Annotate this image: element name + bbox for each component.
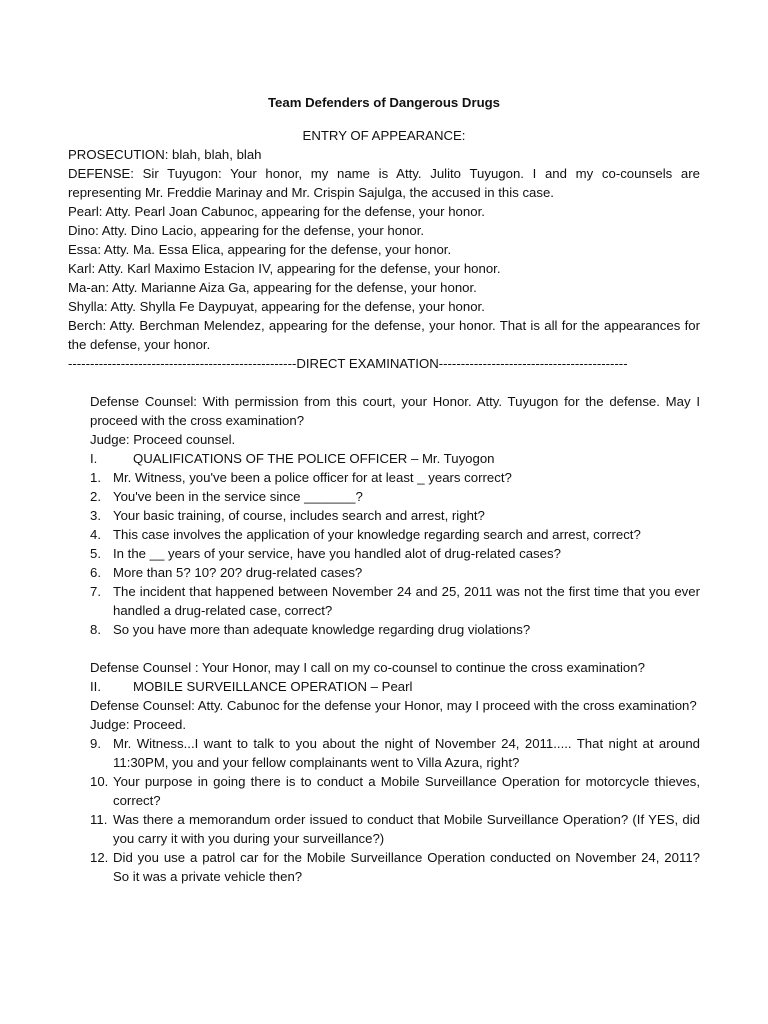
judge-statement: Judge: Proceed counsel. [90, 432, 236, 447]
question-list-2 [90, 734, 700, 886]
list-item: 5. In the __ years of your service, have you handled alot of drug-related cases? [90, 546, 561, 561]
counsel-statement: Defense Counsel : Your Honor, may I call on my co-counsel to continue the cross examination? [90, 660, 645, 675]
question-list-1 [90, 468, 700, 639]
list-item: 9. Mr. Witness...I want to talk to you about the night of November 24, 2011..... That night at around 11:30PM, you and your fellow complainants went to Villa Azura, right? [90, 736, 700, 770]
section-heading-2 [90, 677, 700, 696]
appearance-line: Karl: Atty. Karl Maximo Estacion IV, appearing for the defense, your honor. [68, 261, 501, 276]
appearance-line: Dino: Atty. Dino Lacio, appearing for the defense, your honor. [68, 223, 425, 238]
list-item: 7. The incident that happened between November 24 and 25, 2011 was not the first time that you ever handled a drug-related case, correct? [90, 584, 700, 618]
list-item: 6. More than 5? 10? 20? drug-related cases? [90, 565, 363, 580]
section-title: MOBILE SURVEILLANCE OPERATION – Pearl [133, 679, 413, 694]
document-title: Team Defenders of Dangerous Drugs [267, 95, 501, 110]
appearance-line: Ma-an: Atty. Marianne Aiza Ga, appearing for the defense, your honor. [68, 280, 477, 295]
counsel-statement: Defense Counsel: With permission from this court, your Honor. Atty. Tuyugon for the defense. May I proceed with the cross examination? [90, 394, 700, 428]
appearance-line: DEFENSE: Sir Tuyugon: Your honor, my name is Atty. Julito Tuyugon. I and my co-counsels are representing Mr. Freddie Marinay and Mr. Crispin Sajulga, the accused in this case. [68, 166, 700, 200]
section-title: QUALIFICATIONS OF THE POLICE OFFICER – Mr. Tuyogon [133, 451, 495, 466]
direct-examination-divider: ----------------------------------------------------DIRECT EXAMINATION------------------------------------------- [68, 356, 628, 371]
list-item: 8. So you have more than adequate knowledge regarding drug violations? [90, 622, 531, 637]
section-heading-1 [90, 449, 700, 468]
document-body [68, 93, 700, 886]
list-item: 11. Was there a memorandum order issued to conduct that Mobile Surveillance Operation? (If YES, did you carry it with you during your surveillance?) [90, 812, 700, 846]
examination-block [90, 392, 700, 886]
entry-heading: ENTRY OF APPEARANCE: [302, 128, 466, 143]
list-item: 3. Your basic training, of course, includes search and arrest, right? [90, 508, 485, 523]
list-item: 10. Your purpose in going there is to conduct a Mobile Surveillance Operation for motorcycle thieves, correct? [90, 774, 700, 808]
section-number: II. [90, 679, 101, 694]
appearance-line: Berch: Atty. Berchman Melendez, appearing for the defense, your honor. That is all for the appearances for the defense, your honor. [68, 318, 700, 352]
appearances-block [68, 145, 700, 354]
list-item: 4. This case involves the application of your knowledge regarding search and arrest, correct? [90, 527, 641, 542]
judge-statement: Judge: Proceed. [90, 717, 187, 732]
list-item: 12. Did you use a patrol car for the Mobile Surveillance Operation conducted on November 24, 2011? So it was a private vehicle then? [90, 850, 700, 884]
counsel-statement: Defense Counsel: Atty. Cabunoc for the defense your Honor, may I proceed with the cross examination? [90, 698, 697, 713]
section-number: I. [90, 451, 98, 466]
list-item: 1. Mr. Witness, you've been a police officer for at least _ years correct? [90, 470, 512, 485]
appearance-line: PROSECUTION: blah, blah, blah [68, 147, 262, 162]
appearance-line: Shylla: Atty. Shylla Fe Daypuyat, appearing for the defense, your honor. [68, 299, 485, 314]
appearance-line: Essa: Atty. Ma. Essa Elica, appearing for the defense, your honor. [68, 242, 452, 257]
list-item: 2. You've been in the service since _______? [90, 489, 363, 504]
appearance-line: Pearl: Atty. Pearl Joan Cabunoc, appearing for the defense, your honor. [68, 204, 485, 219]
